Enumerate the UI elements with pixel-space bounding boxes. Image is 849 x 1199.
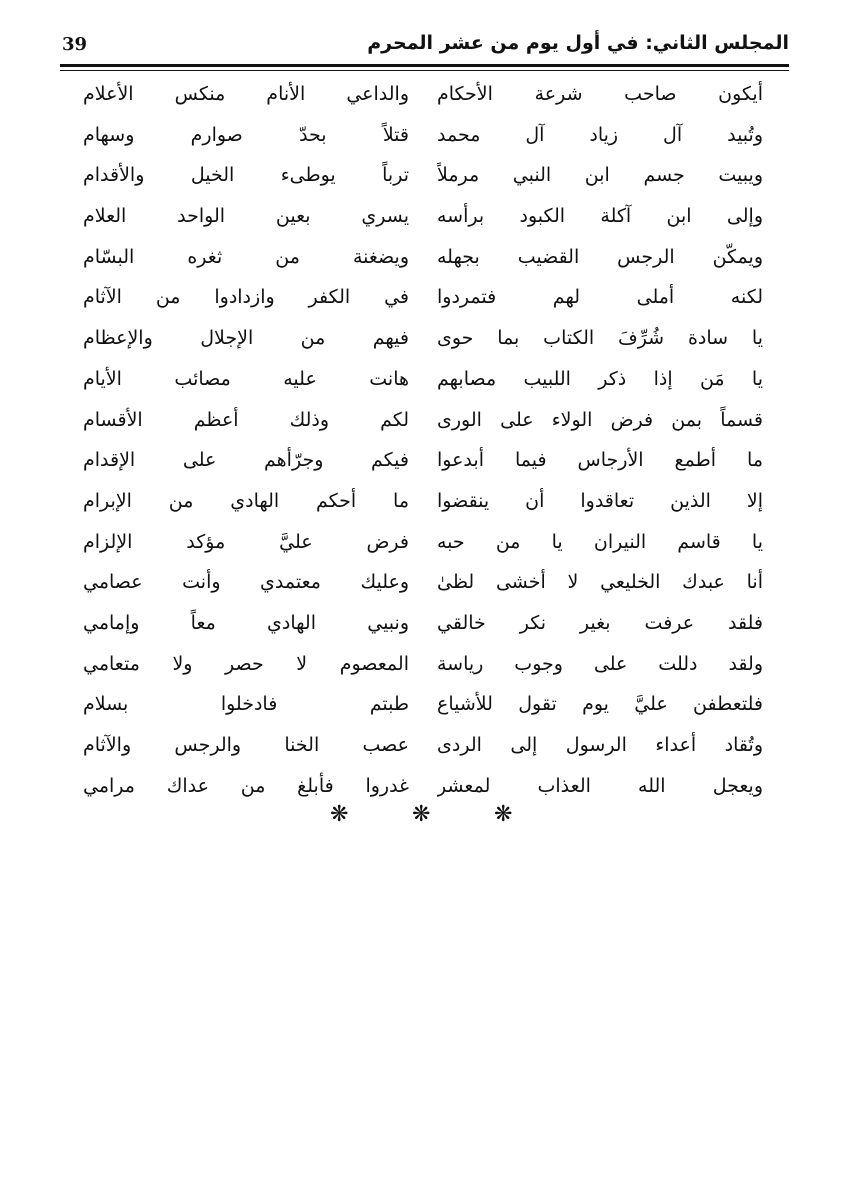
verse-second-hemistich: والداعي الأنام منكس الأعلام xyxy=(83,83,409,105)
verse-first-hemistich: إلا الذين تعاقدوا أن ينقضوا xyxy=(437,489,763,512)
verse-second-hemistich: ما أحكم الهادي من الإبرام xyxy=(83,489,409,512)
verse-first-hemistich: أنا عبدك الخليعي لا أخشى لظىٰ xyxy=(437,571,763,594)
verse xyxy=(0,522,849,563)
page-number: 39 xyxy=(62,34,88,55)
verse xyxy=(0,196,849,237)
verse-first-hemistich: ويمكّن الرجس القضيب بجهله xyxy=(437,245,763,268)
verse-first-hemistich: يا قاسم النيران يا من حبه xyxy=(437,530,763,553)
verse xyxy=(0,562,849,603)
chapter-title: المجلس الثاني: في أول يوم من عشر المحرم xyxy=(367,32,789,54)
verse-second-hemistich: وعليك معتمدي وأنت عصامي xyxy=(83,571,409,594)
verse xyxy=(0,237,849,278)
verse xyxy=(0,400,849,441)
verse-second-hemistich: فيهم من الإجلال والإعظام xyxy=(83,327,409,350)
verse xyxy=(0,115,849,156)
verse-second-hemistich: غدروا فأبلغ من عداك مرامي xyxy=(83,774,409,797)
poem xyxy=(0,74,849,806)
verse-second-hemistich: قتلاً بحدّ صوارم وسهام xyxy=(83,123,409,146)
separator-star-icon: ❋ xyxy=(412,802,431,827)
verse-first-hemistich: وتُبيد آل زياد آل محمد xyxy=(437,123,763,146)
verse-first-hemistich: فلتعطفن عليَّ يوم تقول للأشياع xyxy=(437,693,763,716)
section-separator xyxy=(330,800,520,830)
verse-second-hemistich: فيكم وجرّأهم على الإقدام xyxy=(83,449,409,472)
verse-first-hemistich: وإلى ابن آكلة الكبود برأسه xyxy=(437,205,763,228)
verse-second-hemistich: ونبيي الهادي معاً وإمامي xyxy=(83,611,409,634)
verse-second-hemistich: يسري بعين الواحد العلام xyxy=(83,205,409,228)
verse-first-hemistich: ويعجل الله العذاب لمعشر xyxy=(437,774,763,797)
verse-second-hemistich: لكم وذلك أعظم الأقسام xyxy=(83,408,409,431)
verse-second-hemistich: هانت عليه مصائب الأيام xyxy=(83,367,409,390)
verse xyxy=(0,603,849,644)
verse-first-hemistich: ولقد دللت على وجوب رياسة xyxy=(437,652,763,675)
verse-first-hemistich: قسماً بمن فرض الولاء على الورى xyxy=(437,408,763,431)
verse-second-hemistich: ترباً يوطىء الخيل والأقدام xyxy=(83,164,409,187)
verse xyxy=(0,644,849,685)
verse-second-hemistich: فرض عليَّ مؤكد الإلزام xyxy=(83,530,409,553)
verse-second-hemistich: طبتم فادخلوا بسلام xyxy=(83,693,409,716)
verse-second-hemistich: المعصوم لا حصر ولا متعامي xyxy=(83,652,409,675)
verse-second-hemistich: ويضغنة من ثغره البسّام xyxy=(83,245,409,268)
verse-second-hemistich: في الكفر وازدادوا من الآثام xyxy=(83,286,409,309)
separator-star-icon: ❋ xyxy=(330,802,349,827)
verse xyxy=(0,440,849,481)
separator-star-icon: ❋ xyxy=(494,802,513,827)
verse-first-hemistich: ويبيت جسم ابن النبي مرملاً xyxy=(437,164,763,187)
header-rule-thin xyxy=(60,70,789,71)
verse-first-hemistich: فلقد عرفت بغير نكر خالقي xyxy=(437,611,763,634)
verse-first-hemistich: وتُقاد أعداء الرسول إلى الردى xyxy=(437,734,763,756)
verse-first-hemistich: أيكون صاحب شرعة الأحكام xyxy=(437,83,763,105)
verse-first-hemistich: يا سادة شُرِّفَ الكتاب بما حوى xyxy=(437,327,763,350)
verse xyxy=(0,74,849,115)
page-header xyxy=(60,28,789,64)
verse xyxy=(0,684,849,725)
verse xyxy=(0,318,849,359)
verse-first-hemistich: لكنه أملى لهم فتمردوا xyxy=(437,286,763,309)
header-rule-thick xyxy=(60,64,789,67)
verse-second-hemistich: عصب الخنا والرجس والآثام xyxy=(83,734,409,756)
verse-first-hemistich: ما أطمع الأرجاس فيما أبدعوا xyxy=(437,449,763,472)
verse xyxy=(0,277,849,318)
verse xyxy=(0,725,849,766)
verse xyxy=(0,359,849,400)
verse xyxy=(0,481,849,522)
verse xyxy=(0,155,849,196)
verse-first-hemistich: يا مَن إذا ذكر اللبيب مصابهم xyxy=(437,367,763,390)
